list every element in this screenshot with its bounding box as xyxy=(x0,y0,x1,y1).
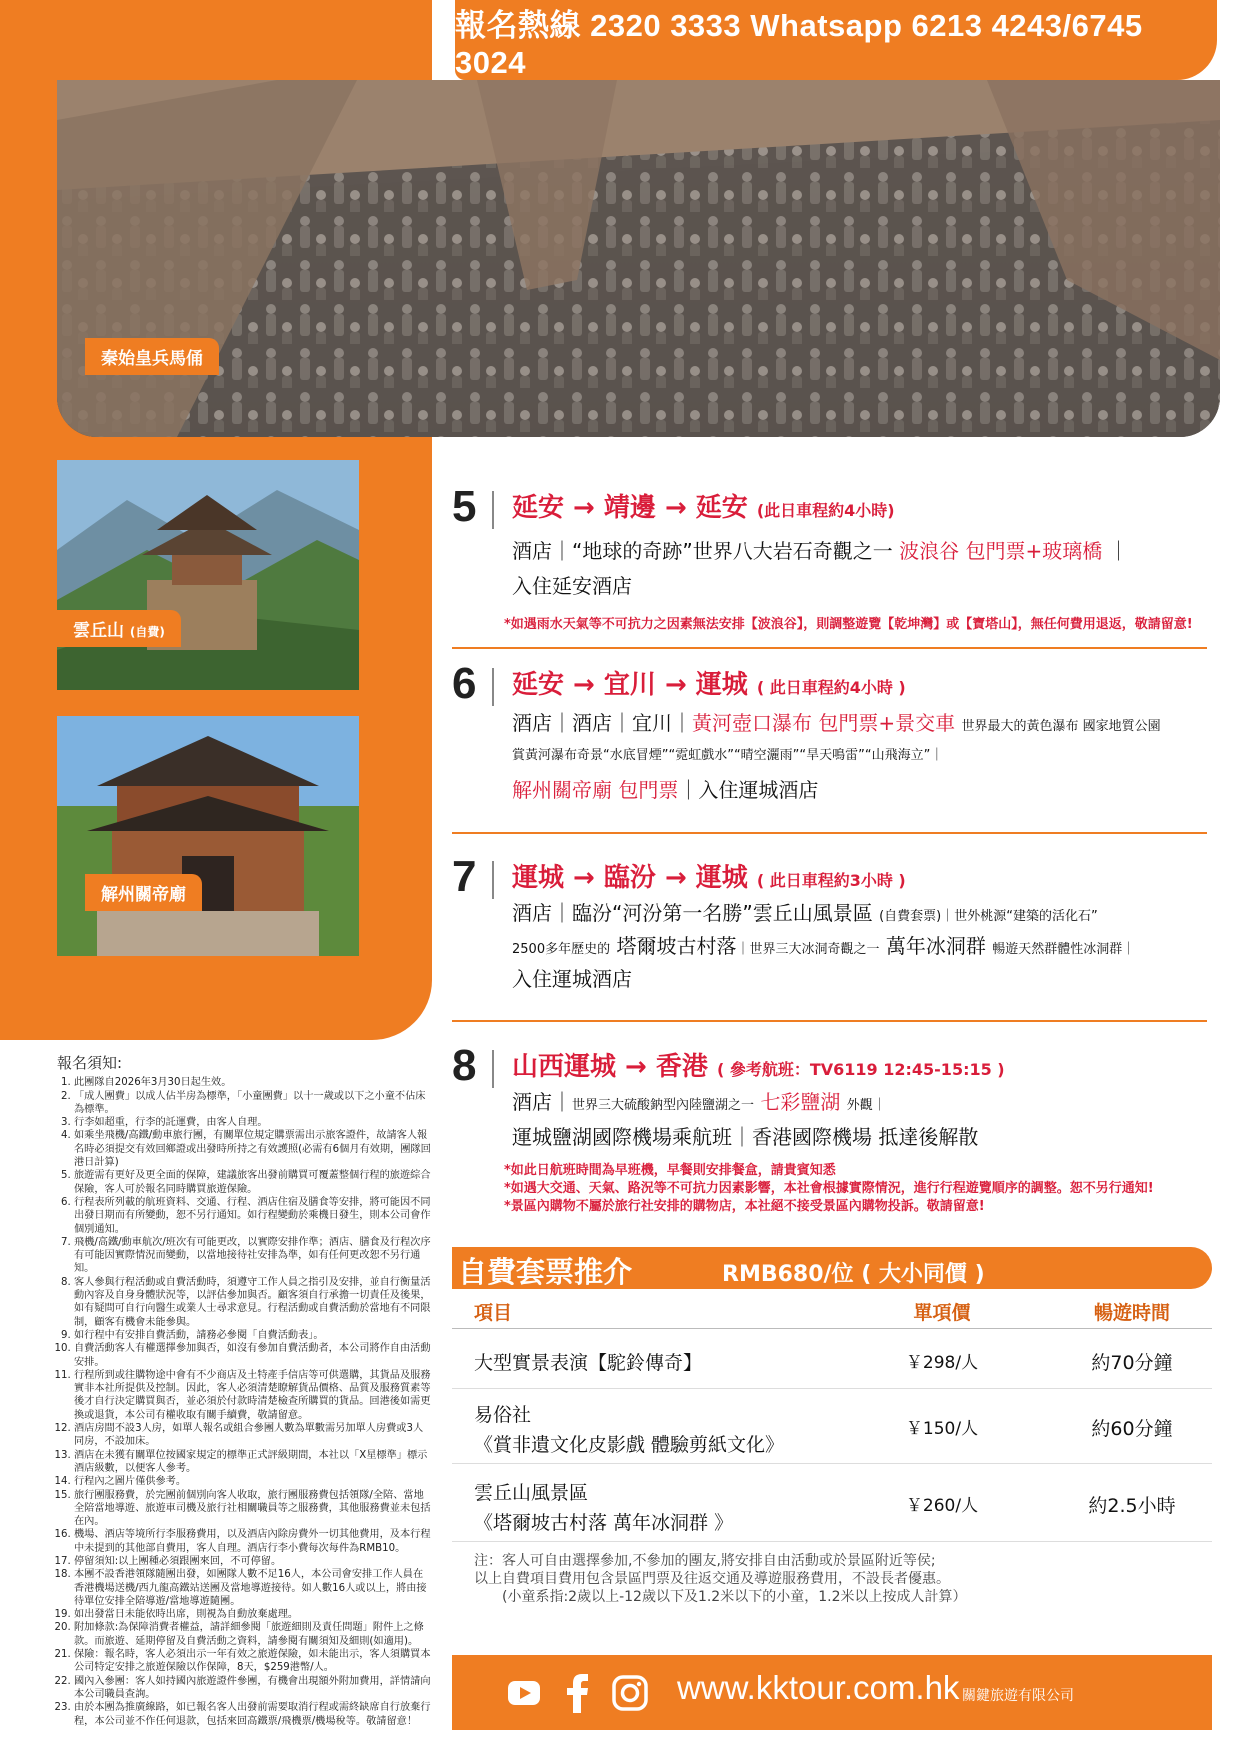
day-7-section xyxy=(452,852,1212,1005)
day-line: 2500多年歷史的 塔爾坡古村落｜世界三大冰洞奇觀之一 萬年冰洞群 暢遊天然群體性冰洞群｜ xyxy=(512,934,1136,958)
guandi-temple-image xyxy=(57,716,359,956)
day-warning: *景區內購物不屬於旅行社安排的購物店，本社絕不接受景區內購物投訴。敬請留意! xyxy=(504,1199,985,1214)
table-header xyxy=(452,1290,1212,1329)
note-item: 12. 酒店房間不設3人房，如單人報名或組合參團人數為單數需另加單人房費或3人同房，不設加床。 xyxy=(74,1422,432,1449)
header-item: 項目 xyxy=(474,1302,513,1324)
yunqiu-mountain-image xyxy=(57,460,359,690)
note-item: 6. 行程表所列載的航班資料、交通、行程、酒店住宿及膳食等安排，將可能因不同出發日期而有所變動，恕不另行通知。如行程變動於乘機日發生，則本公司會作個別通知。 xyxy=(74,1196,432,1236)
day-warning: *如此日航班時間為早班機，早餐則安排餐盒，請貴賓知悉 xyxy=(504,1163,836,1178)
day-number: 6 xyxy=(452,659,477,708)
day-warning: *如遇雨水天氣等不可抗力之因素無法安排【波浪谷】，則調整遊覽【乾坤灣】或【寶塔山】，無任何費用退返，敬請留意! xyxy=(504,617,1193,632)
note-item: 5. 旅遊需有更好及更全面的保障，建議旅客出發前購買可覆蓋整個行程的旅遊綜合保險，客人可於報名同時購買旅遊保險。 xyxy=(74,1169,432,1196)
package-note: 注：客人可自由選擇參加,不參加的團友,將安排自由活動或於景區附近等侯; xyxy=(474,1553,936,1569)
package-note: (小童系指:2歲以上-12歲以下及1.2米以下的小童，1.2米以上按成人計算） xyxy=(502,1589,967,1605)
hero-photo xyxy=(57,80,1220,437)
package-title: 自費套票推介 xyxy=(458,1255,633,1289)
table-row xyxy=(452,1328,1212,1389)
day-line: 酒店｜酒店｜宜川｜黃河壺口瀑布 包門票+景交車 世界最大的黃色瀑布 國家地質公園 xyxy=(512,711,1161,735)
note-item: 16. 機場、酒店等境所行李服務費用，以及酒店內除房費外一切其他費用，及本行程中未提到的其他部自費用，客人自理。酒店行李小費每次每件為RMB10。 xyxy=(74,1528,432,1555)
day-line: 解州關帝廟 包門票｜入住運城酒店 xyxy=(512,778,819,802)
day-5-section xyxy=(452,482,1212,635)
registration-notes xyxy=(57,1054,432,1728)
terracotta-army-image xyxy=(57,80,1220,437)
guandi-caption: 解州關帝廟 xyxy=(85,874,202,911)
website-link[interactable]: www.kktour.com.hk xyxy=(677,1669,960,1706)
note-item: 14. 行程內之圖片僅供參考。 xyxy=(74,1475,432,1488)
table-row xyxy=(452,1463,1212,1542)
section-divider xyxy=(452,1020,1207,1022)
row-name: 大型實景表演【駝鈴傳奇】 xyxy=(474,1352,703,1374)
yunqiu-caption: 雲丘山 (自費) xyxy=(57,610,181,647)
note-item: 18. 本團不設香港領隊隨團出發，如團隊人數不足16人，本公司會安排工作人員在香港機場送機/西九龍高鐵站送團及當地導遊接待。如人數16人或以上，將由接待單位安排全陪導遊/當地導遊隨團。 xyxy=(74,1568,432,1608)
note-item: 8. 客人參與行程活動或自費活動時，須遵守工作人員之指引及安排，並自行衡量活動內容及自身身體狀況等，以評估參加與否。顧客須自行承擔一切責任及後果，如有疑問可自行向醫生或業人士尋求意見。行程活動或自費活動於當地有不同限制，顧客有機會未能參與。 xyxy=(74,1276,432,1329)
day-line: 入住延安酒店 xyxy=(512,574,632,598)
note-item: 22. 國內入參團：客人如持國內旅遊證件參團，有機會出現額外附加費用，詳情請向本公司職員查詢。 xyxy=(74,1675,432,1702)
day-line: 酒店｜臨汾“河汾第一名勝”雲丘山風景區 (自費套票)｜世外桃源“建築的活化石” xyxy=(512,901,1098,925)
note-item: 2. 「成人團費」以成人佔半房為標準，「小童團費」以十一歲或以下之小童不佔床為標準。 xyxy=(74,1090,432,1117)
note-item: 20. 附加條款:為保障消費者權益，請詳細參閱「旅遊細則及責任問題」附件上之條款。而旅遊、延期停留及自費活動之資料，請參閱有關須知及細則(如適用)。 xyxy=(74,1621,432,1648)
note-item: 9. 如行程中有安排自費活動，請務必參閱「自費活動表」。 xyxy=(74,1329,432,1342)
day-warning: *如遇大交通、天氣、路況等不可抗力因素影響，本社會根據實際情況，進行行程遊覽順序的調整。恕不另行通知! xyxy=(504,1181,1154,1196)
day-divider xyxy=(492,491,494,529)
youtube-icon[interactable] xyxy=(507,1676,541,1710)
day-line: 入住運城酒店 xyxy=(512,967,632,991)
hotline-banner: 報名熱線 2320 3333 Whatsapp 6213 4243/6745 3024 xyxy=(455,0,1217,80)
day-line: 運城鹽湖國際機場乘航班｜香港國際機場 抵達後解散 xyxy=(512,1125,979,1149)
day-title: 延安 → 宜川 → 運城 ( 此日車程約4小時 ) xyxy=(512,670,906,700)
day-divider xyxy=(492,1050,494,1088)
hero-caption: 秦始皇兵馬俑 xyxy=(85,338,219,375)
row-time: 約2.5小時 xyxy=(1088,1495,1176,1517)
day-line: 酒店｜“地球的奇跡”世界八大岩石奇觀之一 波浪谷 包門票+玻璃橋 ｜ xyxy=(512,539,1129,563)
note-item: 23. 由於本團為推廣線路，如已報名客人出發前需要取消行程或需終缺席自行放棄行程，本公司並不作任何退款，包括來回高鐵票/飛機票/機場稅等。敬請留意！ xyxy=(74,1701,432,1728)
day-line: 賞黃河瀑布奇景“水底冒煙”“霓虹戲水”“晴空灑雨”“旱天鳴雷”“山飛海立”｜ xyxy=(512,748,944,763)
note-item: 7. 飛機/高鐵/動車航次/班次有可能更改，以實際安排作準；酒店、膳食及行程次序有可能因實際情況而變動，以當地接待社安排為準，如有任何更改恕不另行通知。 xyxy=(74,1236,432,1276)
day-title: 山西運城 → 香港 ( 參考航班：TV6119 12:45-15:15 ) xyxy=(512,1052,1005,1082)
note-item: 15. 旅行團服務費，於完團前個別向客人收取，旅行團服務費包括領隊/全陪、當地全陪當地導遊、旅遊車司機及旅行社相關職員等之服務費，其他服務費並未包括在內。 xyxy=(74,1489,432,1529)
day-title: 運城 → 臨汾 → 運城 ( 此日車程約3小時 ) xyxy=(512,863,906,893)
package-notes xyxy=(474,1552,966,1606)
footer-bar xyxy=(452,1655,1212,1730)
notes-title: 報名須知: xyxy=(57,1054,123,1072)
instagram-icon[interactable] xyxy=(612,1675,648,1711)
header-time: 暢遊時間 xyxy=(1093,1302,1170,1324)
note-item: 13. 酒店在未獲有關單位按國家規定的標準正式評級期間，本社以「X星標準」標示酒店級數，以便客人參考。 xyxy=(74,1449,432,1476)
facebook-icon[interactable] xyxy=(564,1673,590,1713)
row-time: 約60分鐘 xyxy=(1091,1418,1173,1440)
header-price: 單項價 xyxy=(913,1302,971,1324)
day-line: 酒店｜世界三大硫酸鈉型內陸鹽湖之一 七彩鹽湖 外觀｜ xyxy=(512,1090,886,1114)
row-price: ￥150/人 xyxy=(905,1419,979,1439)
package-banner xyxy=(452,1247,1212,1289)
notes-list xyxy=(57,1076,432,1728)
note-item: 11. 行程所到或往購物途中會有不少商店及土特產手信店等可供選購，其貨品及服務實非本社所提供及控制。因此，客人必須清楚瞭解貨品價格、品質及服務質素等後才自行決定購買與否，並必須於付款時清楚檢查所購買的貨品。回港後如需更換或退貨，本公司有權收取有關手續費，敬請留意。 xyxy=(74,1369,432,1422)
section-divider xyxy=(452,832,1207,834)
day-divider xyxy=(492,861,494,899)
note-item: 1. 此團隊自2026年3月30日起生效。 xyxy=(74,1076,432,1089)
row-name: 易俗社 xyxy=(474,1404,532,1426)
row-price: ￥298/人 xyxy=(905,1353,979,1373)
note-item: 21. 保險：報名時，客人必須出示一年有效之旅遊保險，如未能出示，客人須購買本公司特定安排之旅遊保險以作保障，8天，$259港幣/人。 xyxy=(74,1648,432,1675)
table-row xyxy=(452,1388,1212,1464)
day-number: 7 xyxy=(452,852,477,901)
section-divider xyxy=(452,647,1207,649)
row-subname: 《塔爾坡古村落 萬年冰洞群 》 xyxy=(474,1512,734,1534)
note-item: 17. 停留須知:以上團種必須跟團來回，不可停留。 xyxy=(74,1555,432,1568)
company-name: 關鍵旅遊有限公司 xyxy=(962,1688,1074,1704)
guandi-photo xyxy=(57,716,359,956)
day-6-section xyxy=(452,659,1212,812)
day-number: 5 xyxy=(452,482,477,531)
note-item: 3. 行李如超重，行李的託運費，由客人自理。 xyxy=(74,1116,432,1129)
note-item: 10. 自費活動客人有權選擇參加與否，如沒有參加自費活動者，本公司將作自由活動安排。 xyxy=(74,1342,432,1369)
day-divider xyxy=(492,668,494,706)
yunqiu-photo xyxy=(57,460,359,690)
note-item: 19. 如出發當日未能依時出席，則視為自動放棄處理。 xyxy=(74,1608,432,1621)
row-name: 雲丘山風景區 xyxy=(474,1482,589,1504)
note-item: 4. 如乘坐飛機/高鐵/動車旅行團，有關單位規定購票需出示旅客證件，故請客人報名時必須提交有效回鄉證或出發時所持之有效護照(必需有6個月有效期，團隊回港日計算) xyxy=(74,1129,432,1169)
day-number: 8 xyxy=(452,1041,477,1090)
day-8-section xyxy=(452,1041,1212,1244)
package-price: RMB680/位 ( 大小同價 ) xyxy=(722,1262,985,1287)
row-time: 約70分鐘 xyxy=(1091,1352,1173,1374)
day-title: 延安 → 靖邊 → 延安 (此日車程約4小時) xyxy=(512,493,895,523)
row-subname: 《賞非遺文化皮影戲 體驗剪紙文化》 xyxy=(474,1434,785,1456)
package-note: 以上自費項目費用包含景區門票及往返交通及導遊服務費用，不設長者優惠。 xyxy=(474,1571,950,1587)
row-price: ￥260/人 xyxy=(905,1496,979,1516)
